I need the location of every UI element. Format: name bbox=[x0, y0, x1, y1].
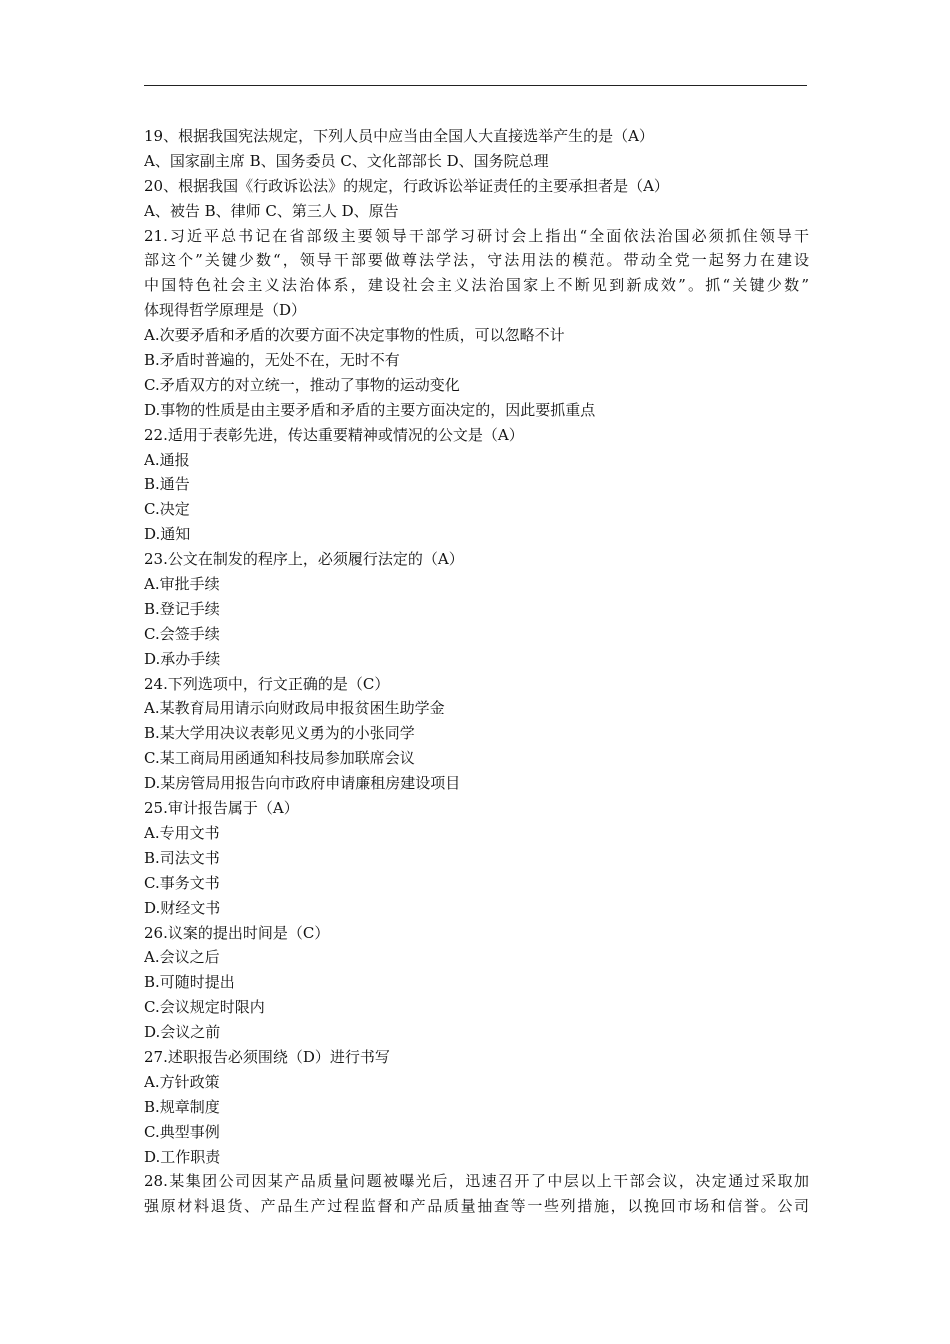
text-line: A.方针政策 bbox=[144, 1072, 220, 1091]
text-line: D.工作职责 bbox=[144, 1147, 221, 1166]
text-line: B.司法文书 bbox=[144, 848, 220, 867]
document-body bbox=[144, 124, 809, 1219]
text-line: 24.下列选项中，行文正确的是（C） bbox=[144, 674, 390, 693]
text-line: B.通告 bbox=[144, 475, 190, 494]
text-line: A.通报 bbox=[144, 450, 190, 469]
text-line: C.某工商局用函通知科技局参加联席会议 bbox=[144, 749, 415, 768]
text-line: 27.述职报告必须围绕（D）进行书写 bbox=[144, 1047, 390, 1066]
text-line: B.登记手续 bbox=[144, 599, 220, 618]
text-line: B.某大学用决议表彰见义勇为的小张同学 bbox=[144, 724, 415, 743]
text-line: 部这个”关键少数“，领导干部要做尊法学法，守法用法的模范。带动全党一起努力在建设 bbox=[144, 251, 809, 270]
text-line: D.承办手续 bbox=[144, 649, 221, 668]
text-line: A.次要矛盾和矛盾的次要方面不决定事物的性质，可以忽略不计 bbox=[144, 326, 565, 345]
text-line: 22.适用于表彰先进，传达重要精神或情况的公文是（A） bbox=[144, 425, 524, 444]
text-line: A.会议之后 bbox=[144, 948, 220, 967]
text-line: D.某房管局用报告向市政府申请廉租房建设项目 bbox=[144, 774, 461, 793]
text-line: C.会议规定时限内 bbox=[144, 998, 265, 1017]
text-line: C.典型事例 bbox=[144, 1122, 220, 1141]
text-line: 19、根据我国宪法规定，下列人员中应当由全国人大直接选举产生的是（A） bbox=[144, 127, 654, 145]
text-line: C.矛盾双方的对立统一，推动了事物的运动变化 bbox=[144, 375, 460, 394]
text-line: 23.公文在制发的程序上，必须履行法定的（A） bbox=[144, 550, 464, 569]
text-line: D.通知 bbox=[144, 525, 191, 544]
text-line: D.事物的性质是由主要矛盾和矛盾的主要方面决定的，因此要抓重点 bbox=[144, 400, 596, 419]
text-line: B.规章制度 bbox=[144, 1097, 220, 1116]
text-line: B.矛盾时普遍的，无处不在，无时不有 bbox=[144, 351, 400, 370]
text-line: 25.审计报告属于（A） bbox=[144, 799, 299, 818]
text-line: 体现得哲学原理是（D） bbox=[144, 301, 307, 320]
text-line: 21.习近平总书记在省部级主要领导干部学习研讨会上指出“全面依法治国必须抓住领导干 bbox=[144, 226, 809, 245]
text-line: A、被告 B、律师 C、第三人 D、原告 bbox=[144, 201, 399, 220]
text-line: C.会签手续 bbox=[144, 624, 220, 643]
text-line: 20、根据我国《行政诉讼法》的规定，行政诉讼举证责任的主要承担者是（A） bbox=[144, 176, 669, 195]
text-line: 中国特色社会主义法治体系，建设社会主义法治国家上不断见到新成效”。抓“关键少数” bbox=[144, 276, 809, 295]
text-line: 强原材料退货、产品生产过程监督和产品质量抽查等一些列措施，以挽回市场和信誉。公司 bbox=[144, 1197, 809, 1216]
text-line: 28.某集团公司因某产品质量问题被曝光后，迅速召开了中层以上干部会议，决定通过采取加 bbox=[144, 1172, 809, 1191]
text-line: A.审批手续 bbox=[144, 575, 220, 594]
text-line: A.某教育局用请示向财政局申报贫困生助学金 bbox=[144, 699, 445, 718]
text-line: C.决定 bbox=[144, 500, 190, 519]
text-line: C.事务文书 bbox=[144, 873, 220, 892]
text-line: 26.议案的提出时间是（C） bbox=[144, 923, 330, 942]
header-rule bbox=[144, 85, 807, 86]
text-line: B.可随时提出 bbox=[144, 973, 235, 992]
text-line: A、国家副主席 B、国务委员 C、文化部部长 D、国务院总理 bbox=[144, 151, 549, 170]
text-line: D.财经文书 bbox=[144, 898, 221, 917]
text-line: D.会议之前 bbox=[144, 1023, 221, 1042]
text-line: A.专用文书 bbox=[144, 823, 220, 842]
